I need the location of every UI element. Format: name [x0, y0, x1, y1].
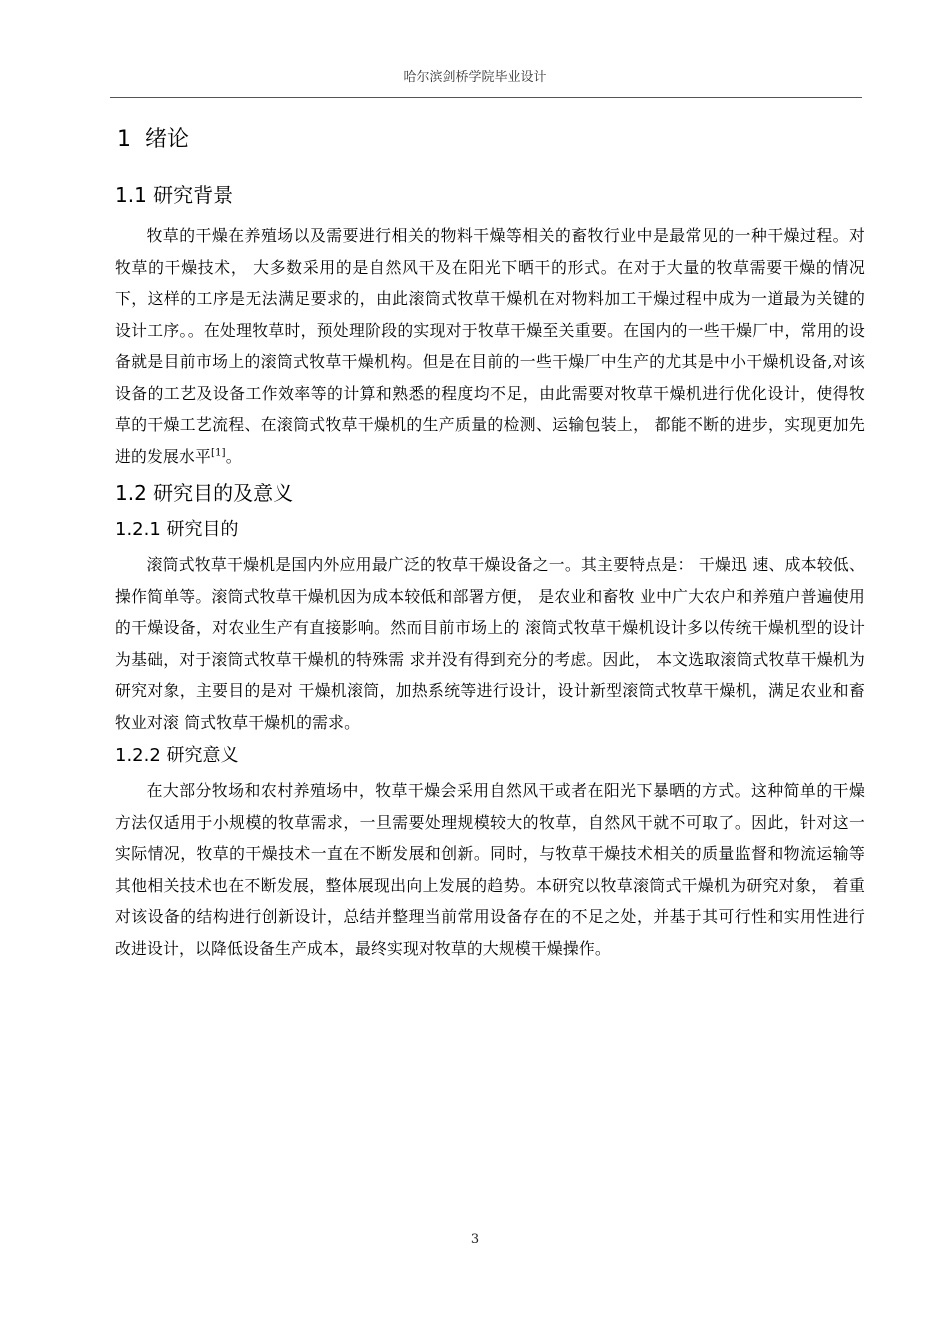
page-number: 3 — [470, 1232, 480, 1247]
section-heading-1-2: 1.2 研究目的及意义 — [115, 481, 294, 505]
subsection-heading-1-2-1: 1.2.1 研究目的 — [115, 519, 239, 540]
chapter-title — [117, 120, 865, 160]
citation-reference: [1] — [210, 447, 226, 459]
running-header: 哈尔滨剑桥学院毕业设计 — [403, 70, 547, 85]
chapter-name: 绪论 — [145, 127, 190, 152]
subsection-heading-1-2-2: 1.2.2 研究意义 — [115, 745, 239, 766]
paragraph-research-significance: 在大部分牧场和农村养殖场中，牧草干燥会采用自然风干或者在阳光下暴晒的方式。这种简单的干燥方法仅适用于小规模的牧草需求，一旦需要处理规模较大的牧草，自然风干就不可取了。因此，针对这一实际情况，牧草的干燥技术一直在不断发展和创新。同时，与牧草干燥技术相关的质量监督和物流运输等其他相关技术也在不断发展，整体展现出向上发展的趋势。本研究以牧草滚筒式干燥机为研究对象， 着重对该设备的结构进行创新设计，总结并整理当前常用设备存在的不足之处，并基于其可行性和实用性进行改进设计，以降低设备生产成本，最终实现对牧草的大规模干燥操作。 — [115, 781, 865, 958]
paragraph-research-purpose: 滚筒式牧草干燥机是国内外应用最广泛的牧草干燥设备之一。其主要特点是： 干燥迅 速、成本较低、操作简单等。滚筒式牧草干燥机因为成本较低和部署方便， 是农业和畜牧 业中广大农户和养殖户普遍使用的干燥设备，对农业生产有直接影响。然而目前市场上的 滚筒式牧草干燥机设计多以传统干燥机型的设计为基础，对于滚筒式牧草干燥机的特殊需 求并没有得到充分的考虑。因此， 本文选取滚筒式牧草干燥机为研究对象，主要目的是对 干燥机滚筒，加热系统等进行设计，设计新型滚筒式牧草干燥机，满足农业和畜牧业对滚 筒式牧草干燥机的需求。 — [115, 555, 865, 732]
section-heading-1-1: 1.1 研究背景 — [115, 183, 234, 207]
page-body — [115, 112, 865, 964]
paragraph-research-background — [115, 220, 865, 472]
paragraph-text: 牧草的干燥在养殖场以及需要进行相关的物料干燥等相关的畜牧行业中是最常见的一种干燥过程。对牧草的干燥技术， 大多数采用的是自然风干及在阳光下晒干的形式。在对于大量的牧草需要干燥的情况下，这样的工序是无法满足要求的，由此滚筒式牧草干燥机在对物料加工干燥过程中成为一道最为关键的设计工序。。在处理牧草时，预处理阶段的实现对于牧草干燥至关重要。在国内的一些干燥厂中，常用的设备就是目前市场上的滚筒式牧草干燥机构。但是在目前的一些干燥厂中生产的尤其是中小干燥机设备,对该设备的工艺及设备工作效率等的计算和熟悉的程度均不足，由此需要对牧草干燥机进行优化设计，使得牧草的干燥工艺流程、在滚筒式牧草干燥机的生产质量的检测、运输包装上， 都能不断的进步，实现更加先进的发展水平 — [115, 226, 865, 466]
chapter-number: 1 — [117, 127, 131, 152]
header-divider — [110, 97, 862, 98]
paragraph-end: 。 — [225, 446, 242, 466]
